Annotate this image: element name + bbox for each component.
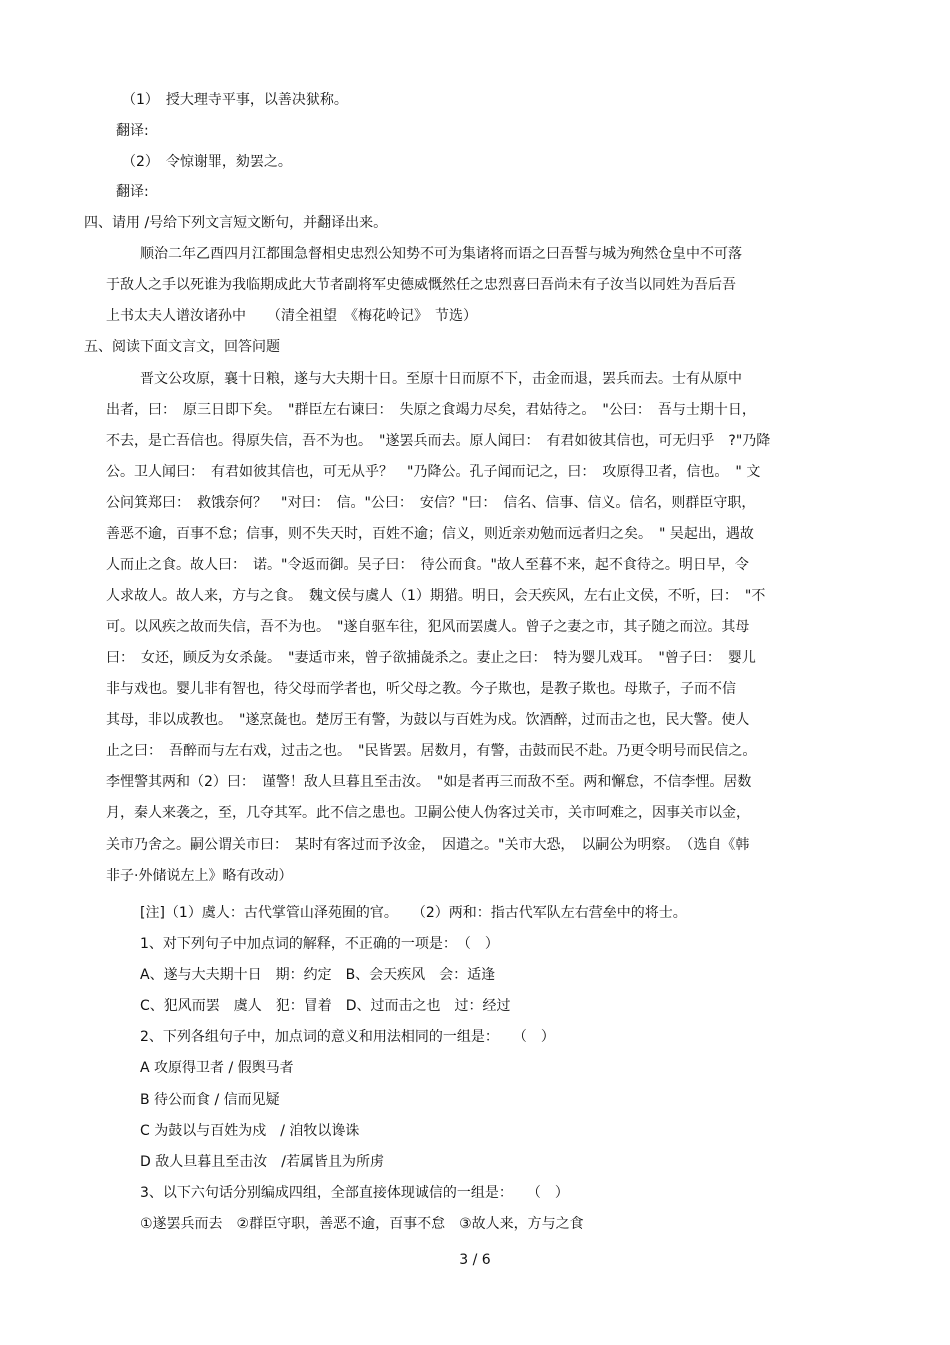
question-1: 1、对下列句子中加点词的解释，不正确的一项是： （ ）	[140, 936, 499, 952]
passage-line: 李悝警其两和（2）曰： 谨警！敌人旦暮且至击汝。 "如是者再三而敌不至。两和懈怠，不信李悝。居数	[106, 774, 752, 790]
passage-line: 曰： 女还，顾反为女杀彘。 "妻适市来，曾子欲捕彘杀之。妻止之曰： 特为婴儿戏耳。 "曾子曰： 婴儿	[106, 650, 756, 666]
section-4-heading: 四、请用 /号给下列文言短文断句，并翻译出来。	[84, 215, 388, 231]
passage-line: 善恶不逾，百事不怠；信事，则不失天时，百姓不逾；信义，则近亲劝勉而远者归之矣。 " 吴起出，遇故	[106, 526, 754, 542]
question-2-option-d: D 敌人旦暮且至击汝 /若属皆且为所虏	[140, 1154, 384, 1170]
item-1-text: （1） 授大理寺平事，以善决狱称。	[122, 92, 348, 108]
passage-line: 止之曰： 吾醉而与左右戏，过击之也。 "民皆罢。居数月，有警，击鼓而民不赴。乃更令明号而民信之。	[106, 743, 757, 759]
section-5-heading: 五、阅读下面文言文，回答问题	[84, 339, 280, 355]
passage-line: 人而止之食。故人曰： 诺。"令返而御。吴子曰： 待公而食。"故人至暮不来，起不食待之。明日早，令	[106, 557, 749, 573]
question-1-options-cd: C、犯风而罢 虞人 犯：冒着 D、过而击之也 过：经过	[140, 998, 511, 1014]
translation-label-1: 翻译:	[116, 123, 149, 139]
passage-line: 顺治二年乙酉四月江都围急督相史忠烈公知势不可为集诸将而语之曰吾誓与城为殉然仓皇中不可落	[140, 246, 742, 262]
passage-line: 于敌人之手以死谁为我临期成此大节者副将军史德威慨然任之忠烈喜曰吾尚未有子汝当以同姓为吾后吾	[106, 277, 736, 293]
passage-line: 月，秦人来袭之，至，几夺其军。此不信之患也。卫嗣公使人伪客过关市，关市呵难之，因事关市以金，	[106, 805, 750, 821]
passage-source: 非子·外储说左上》略有改动）	[106, 868, 293, 884]
question-1-options-ab: A、遂与大夫期十日 期：约定 B、会天疾风 会：适逢	[140, 967, 496, 983]
passage-line: 关市乃舍之。嗣公谓关市曰： 某时有客过而予汝金， 因遣之。"关市大恐， 以嗣公为明察。 （选自《韩	[106, 837, 750, 853]
page-number: 3 / 6	[459, 1252, 491, 1268]
passage-line: 人求故人。故人来，方与之食。 魏文侯与虞人（1）期猎。明日，会天疾风，左右止文侯，不听，曰： "不	[106, 588, 766, 604]
annotation-note: [注]（1）虞人：古代掌管山泽苑囿的官。 （2）两和：指古代军队左右营垒中的将士。	[140, 905, 687, 921]
question-3-options: ①遂罢兵而去 ②群臣守职，善恶不逾，百事不怠 ③故人来，方与之食	[140, 1216, 584, 1232]
passage-line: 晋文公攻原，襄十日粮，遂与大夫期十日。至原十日而原不下，击金而退，罢兵而去。士有从原中	[140, 371, 742, 387]
question-2: 2、下列各组句子中，加点词的意义和用法相同的一组是： （ ）	[140, 1029, 555, 1045]
passage-line: 出者，曰： 原三日即下矣。 "群臣左右谏曰： 失原之食竭力尽矣，君姑待之。 "公曰： 吾与士期十日，	[106, 402, 756, 418]
question-2-option-a: A 攻原得卫者 / 假舆马者	[140, 1060, 294, 1076]
passage-line: 可。以风疾之故而失信，吾不为也。 "遂自驱车往，犯风而罢虞人。曾子之妻之市，其子随之而泣。其母	[106, 619, 750, 635]
passage-line: 公问箕郑曰： 救饿奈何？ "对曰： 信。"公曰： 安信？"曰： 信名、信事、信义。信名，则群臣守职，	[106, 495, 756, 511]
question-2-option-c: C 为鼓以与百姓为戍 / 洎牧以谗诛	[140, 1123, 360, 1139]
passage-line: 公。卫人闻曰： 有君如彼其信也，可无从乎？ "乃降公。孔子闻而记之，曰： 攻原得卫者，信也。 " 文	[106, 464, 761, 480]
item-2-text: （2） 令惊谢罪，劾罢之。	[122, 154, 292, 170]
passage-line: 其母，非以成教也。 "遂烹彘也。楚厉王有警，为鼓以与百姓为戍。饮酒醉，过而击之也，民大警。使人	[106, 712, 750, 728]
translation-label-2: 翻译:	[116, 184, 149, 200]
passage-source: 上书太夫人谱汝诸孙中 （清全祖望 《梅花岭记》 节选）	[106, 308, 477, 324]
question-3: 3、以下六句话分别编成四组，全部直接体现诚信的一组是： （ ）	[140, 1185, 569, 1201]
passage-line: 非与戏也。婴儿非有智也，待父母而学者也，听父母之教。今子欺也，是教子欺也。母欺子，子而不信	[106, 681, 736, 697]
question-2-option-b: B 待公而食 / 信而见疑	[140, 1092, 280, 1108]
passage-line: 不去，是亡吾信也。得原失信，吾不为也。 "遂罢兵而去。原人闻曰： 有君如彼其信也，可无归乎 ?"乃降	[106, 433, 771, 449]
